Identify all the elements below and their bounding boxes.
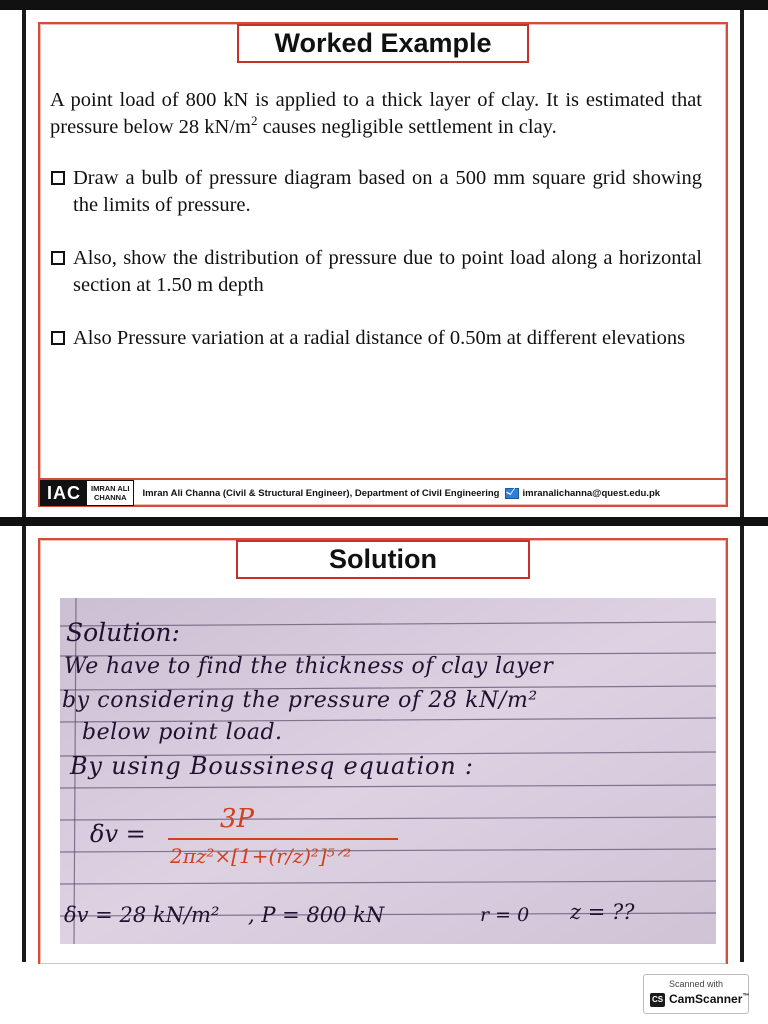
- slide-separator: [0, 517, 768, 526]
- notes-line: By using Boussinesq equation :: [70, 752, 474, 780]
- given-load: , P = 800 kN: [248, 903, 385, 927]
- slide-worked-example: [22, 10, 744, 517]
- camscanner-logo-icon: CS: [650, 993, 665, 1007]
- author-logo: [40, 480, 134, 506]
- email-icon: [505, 488, 519, 499]
- slide-footer: [40, 478, 726, 506]
- intro-text-b: causes negligible settlement in clay.: [257, 116, 557, 138]
- intro-paragraph: [50, 87, 702, 141]
- intro-text-a: A point load of 800 kN is applied to a thick layer of clay. It is estimated that pressure below 28 kN/m: [50, 89, 702, 138]
- problem-statement: [50, 87, 702, 378]
- logo-name: [87, 484, 133, 502]
- formula-denominator: 2πz²×[1+(r/z)²]⁵ᐟ²: [170, 844, 352, 868]
- notes-line: We have to find the thickness of clay layer: [64, 654, 554, 679]
- notes-line: by considering the pressure of 28 kN/m²: [62, 688, 538, 713]
- logo-mark: IAC: [41, 481, 87, 505]
- footer-credit: Imran Ali Channa (Civil & Structural Engineer), Department of Civil Engineering: [142, 487, 500, 499]
- logo-name-line2: CHANNA: [93, 493, 127, 502]
- formula-lhs: δv =: [90, 820, 146, 848]
- slide-title: Worked Example: [237, 24, 529, 63]
- brand-name: CamScanner: [669, 992, 743, 1006]
- checkbox-icon: [51, 251, 65, 265]
- top-bar: [0, 0, 768, 10]
- slide-solution: [22, 526, 744, 962]
- camscanner-brand: [669, 992, 749, 1006]
- notes-heading: Solution:: [66, 618, 180, 647]
- slide-title: Solution: [236, 540, 530, 579]
- given-depth: z = ??: [570, 900, 635, 924]
- scanned-with-text: Scanned with: [668, 979, 724, 989]
- fraction-bar: [168, 838, 398, 840]
- logo-name-line1: IMRAN ALI: [91, 484, 130, 493]
- checkbox-icon: [51, 171, 65, 185]
- footer-email[interactable]: imranalichanna@quest.edu.pk: [522, 487, 661, 499]
- notes-line: below point load.: [82, 720, 283, 745]
- bullet-text: Draw a bulb of pressure diagram based on a 500 mm square grid showing the limits of pressure.: [73, 167, 702, 216]
- bullet-item: [50, 245, 702, 299]
- camscanner-watermark: [643, 974, 749, 1014]
- formula-numerator: 3P: [220, 804, 255, 834]
- bullet-text: Also Pressure variation at a radial distance of 0.50m at different elevations: [73, 327, 686, 349]
- bullet-item: [50, 325, 702, 352]
- handwritten-notes-photo: [60, 598, 716, 944]
- trademark: ™: [742, 993, 750, 1000]
- given-radius: r = 0: [480, 904, 530, 926]
- bullet-text: Also, show the distribution of pressure due to point load along a horizontal section at 1.50 m depth: [73, 247, 702, 296]
- checkbox-icon: [51, 331, 65, 345]
- bullet-item: [50, 165, 702, 219]
- given-stress: δv = 28 kN/m²: [64, 903, 220, 927]
- intro-superscript: 2: [250, 113, 258, 129]
